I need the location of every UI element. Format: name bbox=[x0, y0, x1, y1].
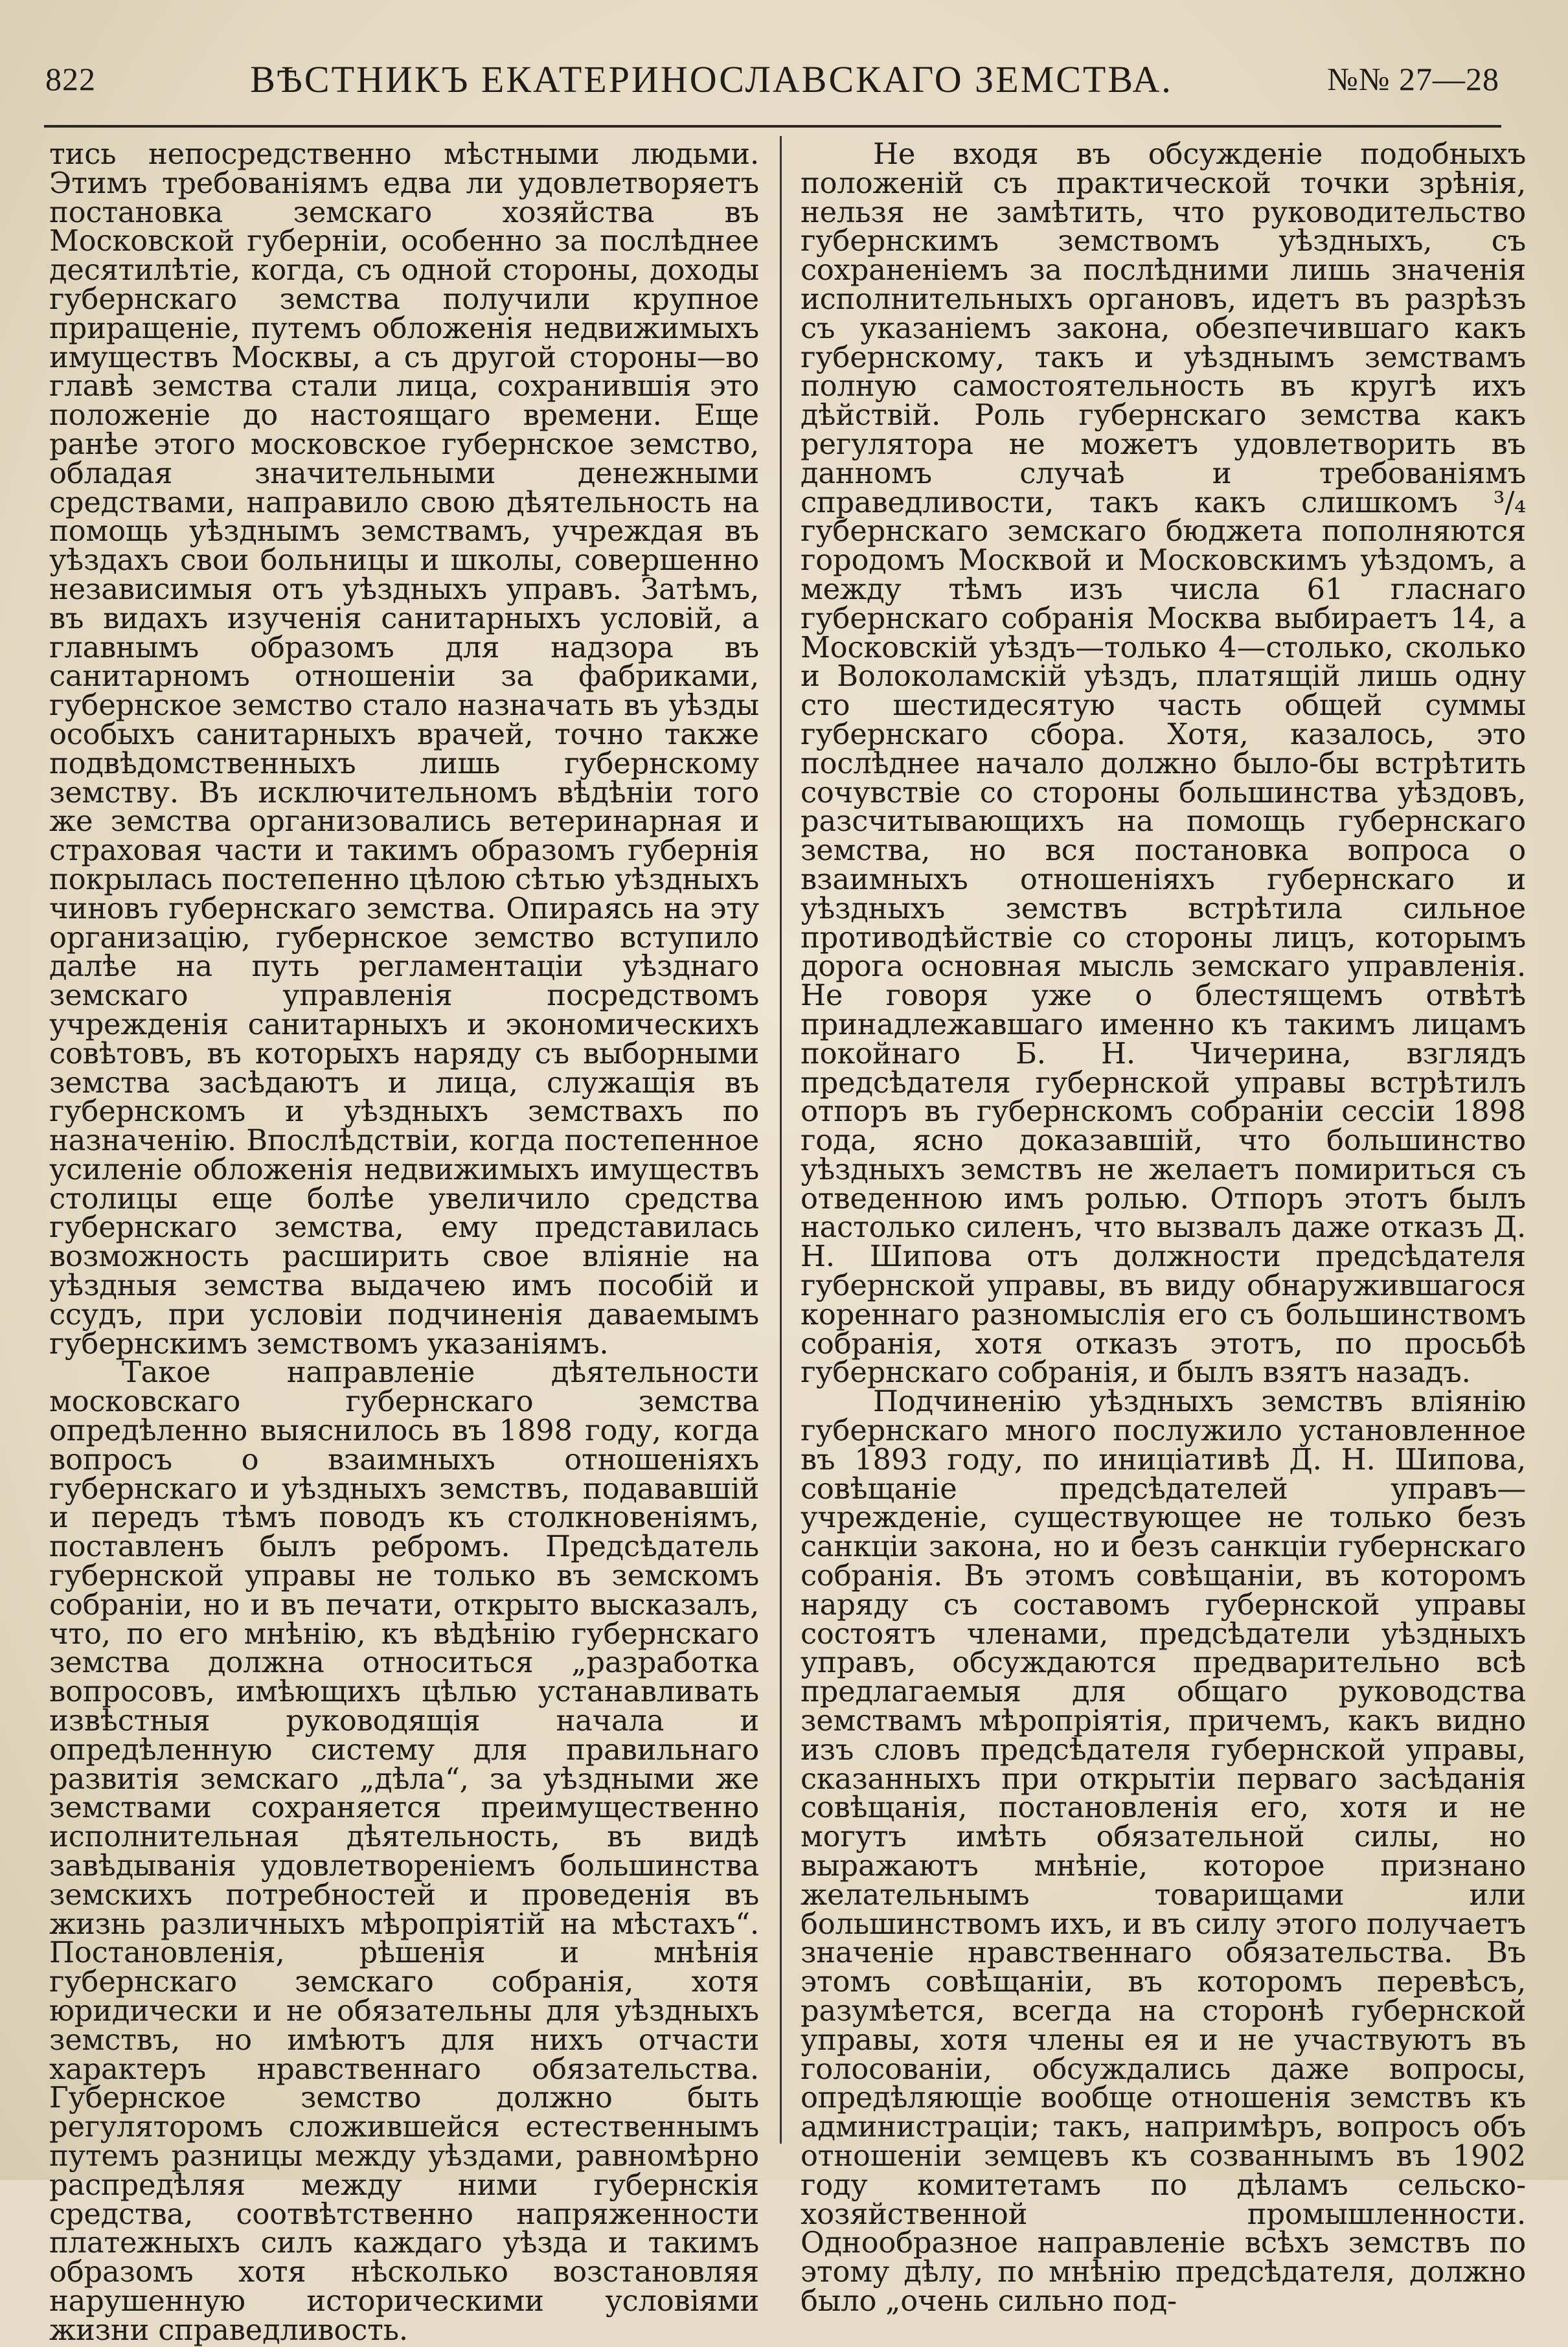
right-paragraph: Не входя въ обсужденіе подобныхъ положеній съ практической точки зрѣнія, нельзя не замѣтить, что руководительство губернскимъ земствомъ уѣздныхъ, съ сохраненіемъ за послѣдними лишь значенія исполнительныхъ органовъ, идетъ въ разрѣзъ съ указаніемъ закона, обезпечившаго какъ губернскому, такъ и уѣзднымъ земствамъ полную самостоятельность въ кругѣ ихъ дѣйствій. Роль губернскаго земства какъ регулятора не можетъ удовлетворить въ данномъ случаѣ и требованіямъ справедливости, такъ какъ слишкомъ ³/₄ губернскаго земскаго бюджета пополняются городомъ Москвой и Московскимъ уѣздомъ, а между тѣмъ изъ числа 61 гласнаго губернскаго собранія Москва выбираетъ 14, а Московскій уѣздъ—только 4—столько, сколько и Волоколамскій уѣздъ, платящій лишь одну сто шестидесятую часть общей суммы губернскаго сбора. Хотя, казалось, это послѣднее начало должно было-бы встрѣтить сочувствіе со стороны большинства уѣздовъ, разсчитывающихъ на помощь губернскаго земства, но вся постановка вопроса о взаимныхъ отношеніяхъ губернскаго и уѣздныхъ земствъ встрѣтила сильное противодѣйствіе со стороны лицъ, которымъ дорога основная мысль земскаго управленія. Не говоря уже о блестящемъ отвѣтѣ принадлежавшаго именно къ такимъ лицамъ покойнаго Б. Н. Чичерина, взглядъ предсѣдателя губернской управы встрѣтилъ отпоръ въ губернскомъ собраніи сессіи 1898 года, ясно доказавшій, что большинство уѣздныхъ земствъ не желаетъ помириться съ отведенною имъ ролью. Отпоръ этотъ былъ настолько силенъ, что вызвалъ даже отказъ Д. Н. Шипова отъ должности предсѣдателя губернской управы, въ виду обнаружившагося кореннаго разномыслія его съ большинствомъ собранія, хотя отказъ этотъ, по просьбѣ губернскаго собранія, и былъ взятъ назадъ. bbox=[801, 137, 1526, 1390]
column-divider bbox=[780, 136, 782, 2144]
left-paragraph: Такое направленіе дѣятельности московскаго губернскаго земства опредѣленно выяснилось въ 1898 году, когда вопросъ о взаимныхъ отношеніяхъ губернскаго и уѣздныхъ земствъ, подававшій и передъ тѣмъ поводъ къ столкновеніямъ, поставленъ былъ ребромъ. Предсѣдатель губернской управы не только въ земскомъ собраніи, но и въ печати, открыто высказалъ, что, по его мнѣнію, къ вѣдѣнію губернскаго земства должна относиться „разработка вопросовъ, имѣющихъ цѣлью устанавливать извѣстныя руководящія начала и опредѣленную систему для правильнаго развитія земскаго „дѣла“, за уѣздными же земствами сохраняется преимущественно исполнительная дѣятельность, въ видѣ завѣдыванія удовлетвореніемъ большинства земскихъ потребностей и проведенія въ жизнь различныхъ мѣропріятій на мѣстахъ“. Постановленія, рѣшенія и мнѣнія губернскаго земскаго собранія, хотя юридически и не обязательны для уѣздныхъ земствъ, но имѣютъ для нихъ отчасти характеръ нравственнаго обязательства. Губернское земство должно быть регуляторомъ сложившейся естественнымъ путемъ разницы между уѣздами, равномѣрно распредѣляя между ними губернскія средства, соотвѣтственно напряженности платежныхъ силъ каждаго уѣзда и такимъ образомъ хотя нѣсколько возстановляя нарушенную историческими условіями жизни справедливость. bbox=[49, 1355, 759, 2347]
left-paragraph-continuation: тись непосредственно мѣстными людьми. Этимъ требованіямъ едва ли удовлетворяетъ постановка земскаго хозяйства въ Московской губерніи, особенно за послѣднее десятилѣтіе, когда, съ одной стороны, доходы губернскаго земства получили крупное приращеніе, путемъ обложенія недвижимыхъ имуществъ Москвы, а съ другой стороны—во главѣ земства стали лица, сохранившія это положеніе до настоящаго времени. Еще ранѣе этого московское губернское земство, обладая значительными денежными средствами, направило свою дѣятельность на помощь уѣзднымъ земствамъ, учреждая въ уѣздахъ свои больницы и школы, совершенно независимыя отъ уѣздныхъ управъ. Затѣмъ, въ видахъ изученія санитарныхъ условій, а главнымъ образомъ для надзора въ санитарномъ отношеніи за фабриками, губернское земство стало назначать въ уѣзды особыхъ санитарныхъ врачей, точно также подвѣдомственныхъ лишь губернскому земству. Въ исключительномъ вѣдѣніи того же земства организовались ветеринарная и страховая части и такимъ образомъ губернія покрылась постепенно цѣлою сѣтью уѣздныхъ чиновъ губернскаго земства. Опираясь на эту организацію, губернское земство вступило далѣе на путь регламентаціи уѣзднаго земскаго управленія посредствомъ учрежденія санитарныхъ и экономическихъ совѣтовъ, въ которыхъ наряду съ выборными земства засѣдаютъ и лица, служащія въ губернскомъ и уѣздныхъ земствахъ по назначенію. Впослѣдствіи, когда постепенное усиленіе обложенія недвижимыхъ имуществъ столицы еще болѣе увеличило средства губернскаго земства, ему представилась возможность расширить свое вліяніе на уѣздныя земства выдачею имъ пособій и ссудъ, при условіи подчиненія даваемымъ губернскимъ земствомъ указаніямъ. bbox=[49, 137, 759, 1361]
issue-number: №№ 27—28 bbox=[1327, 61, 1499, 97]
journal-title: ВѢСТНИКЪ ЕКАТЕРИНОСЛАВСКАГО ЗЕМСТВА. bbox=[250, 58, 1173, 100]
header-rule bbox=[44, 125, 1501, 128]
page-number: 822 bbox=[45, 61, 96, 97]
page-header bbox=[45, 47, 1499, 111]
left-column bbox=[49, 137, 759, 2347]
right-column bbox=[801, 137, 1526, 2318]
right-paragraph: Подчиненію уѣздныхъ земствъ вліянію губернскаго много послужило установленное въ 1893 году, по иниціативѣ Д. Н. Шипова, совѣщаніе предсѣдателей управъ—учрежденіе, существующее не только безъ санкціи закона, но и безъ санкціи губернскаго собранія. Въ этомъ совѣщаніи, въ которомъ наряду съ составомъ губернской управы состоятъ членами, предсѣдатели уѣздныхъ управъ, обсуждаются предварительно всѣ предлагаемыя для общаго руководства земствамъ мѣропріятія, причемъ, какъ видно изъ словъ предсѣдателя губернской управы, сказанныхъ при открытіи перваго засѣданія совѣщанія, постановленія его, хотя и не могутъ имѣть обязательной силы, но выражаютъ мнѣніе, которое признано желательнымъ товарищами или большинствомъ ихъ, и въ силу этого получаетъ значеніе нравственнаго обязательства. Въ этомъ совѣщаніи, въ которомъ перевѣсъ, разумѣется, всегда на сторонѣ губернской управы, хотя члены ея и не участвуютъ въ голосованіи, обсуждались даже вопросы, опредѣляющіе вообще отношенія земствъ къ администраціи; такъ, напримѣръ, вопросъ объ отношеніи земцевъ къ созваннымъ въ 1902 году комитетамъ по дѣламъ сельско-хозяйственной промышленности. Однообразное направленіе всѣхъ земствъ по этому дѣлу, по мнѣнію предсѣдателя, должно было „очень сильно под- bbox=[801, 1384, 1526, 2318]
